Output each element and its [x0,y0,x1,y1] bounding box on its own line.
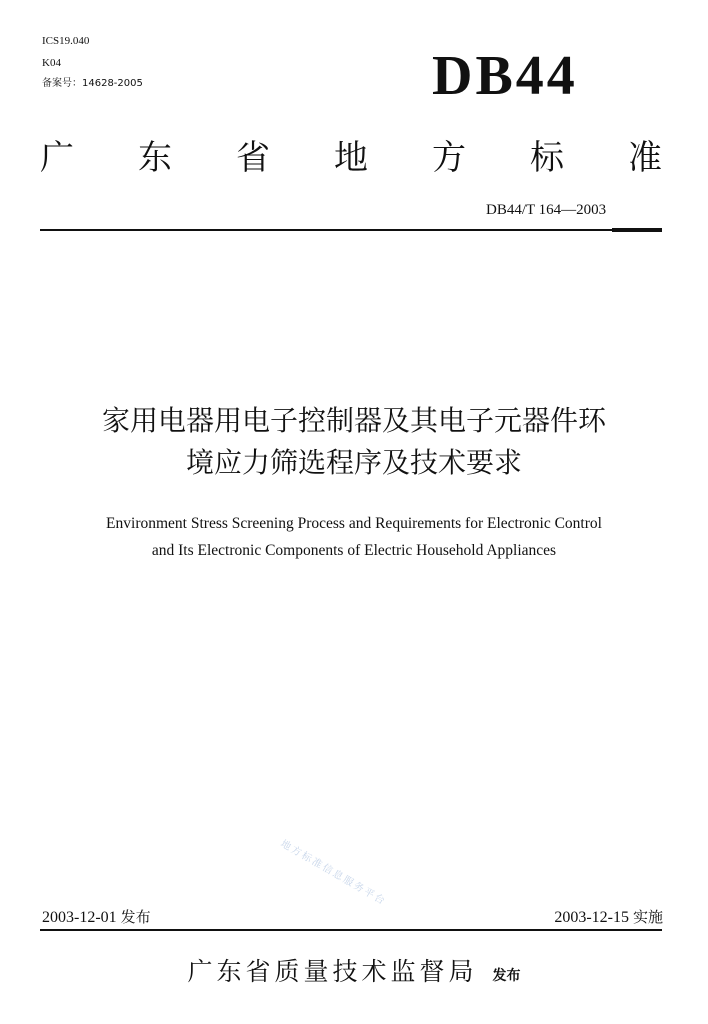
standard-type-char: 广 [40,138,74,178]
standard-type-char: 省 [236,138,270,178]
standard-type-char: 东 [138,138,172,178]
bottom-divider [40,929,662,931]
classification-code: K04 [42,57,61,69]
implement-date: 2003-12-15 [554,909,629,926]
title-english-line-1: Environment Stress Screening Process and Requirements for Electronic Control [106,515,602,532]
issue-label: 发布 [120,908,151,926]
publisher-action: 发布 [492,968,521,984]
title-chinese-line-1: 家用电器用电子控制器及其电子元器件环 [101,404,606,437]
standard-type-char: 地 [334,138,368,178]
standard-type-char: 方 [432,138,466,178]
top-divider [40,229,662,231]
implement-date-line [554,906,663,927]
record-number: 备案号：14628-2005 [42,78,143,89]
standard-type-heading [40,138,662,178]
title-chinese [0,400,708,484]
standard-number: DB44/T 164—2003 [486,202,607,218]
standard-type-char: 准 [628,138,662,178]
watermark: 地方标准信息服务平台 [278,838,388,908]
top-divider-accent [612,228,662,232]
title-english-line-2: and Its Electronic Components of Electric Household Appliances [151,542,557,559]
ics-code: ICS19.040 [42,35,90,47]
publisher-name: 广东省质量技术监督局 [187,957,478,986]
standard-type-char: 标 [530,138,564,178]
implement-label: 实施 [632,908,663,926]
issue-date-line [42,906,151,927]
publisher-line [0,952,708,988]
title-english [0,510,708,564]
issue-date: 2003-12-01 [42,909,117,926]
standard-code-large: DB44 [432,45,578,107]
title-chinese-line-2: 境应力筛选程序及技术要求 [185,446,522,479]
